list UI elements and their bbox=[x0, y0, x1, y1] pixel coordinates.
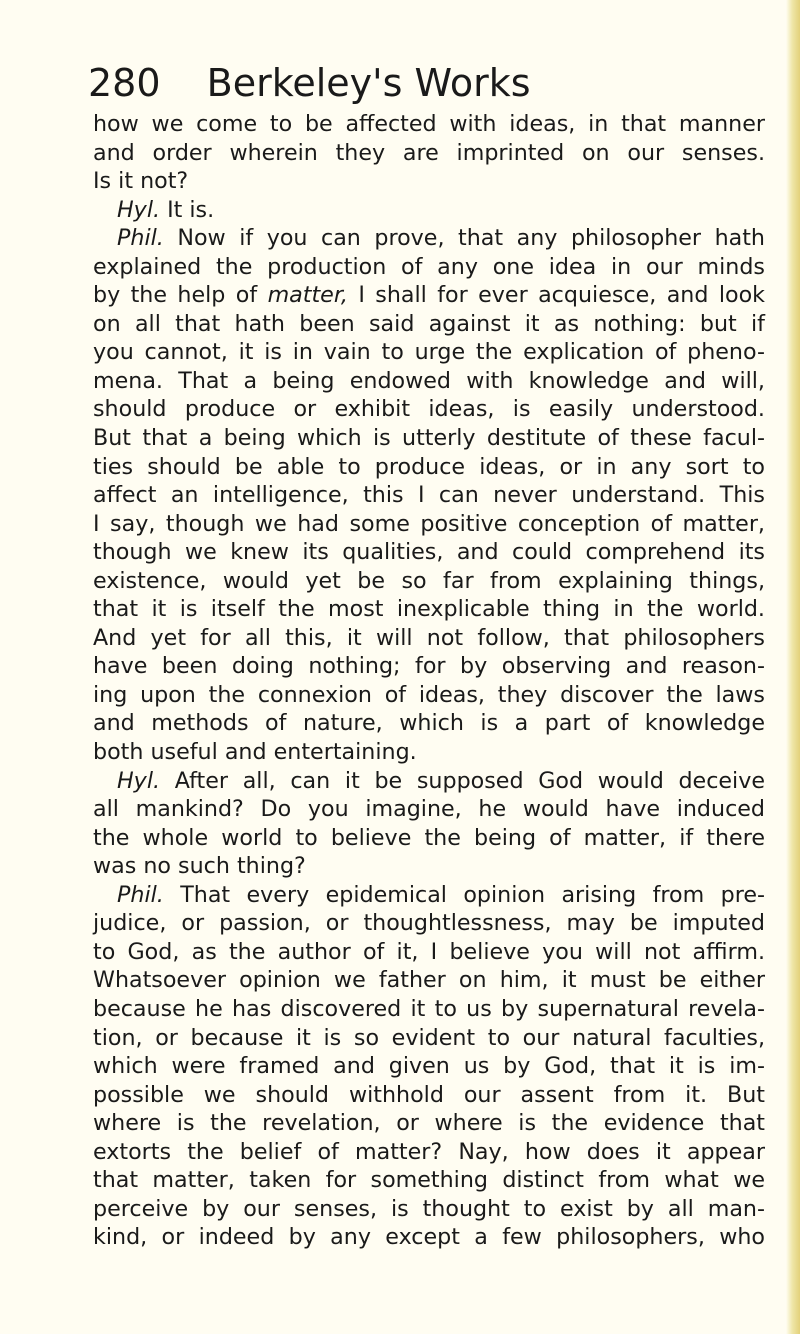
line-text: possible we should withhold our assent from it. But bbox=[93, 1081, 765, 1108]
line-text: That every epidemical opinion arising from pre- bbox=[163, 881, 765, 908]
speaker-name: Hyl. bbox=[117, 196, 161, 223]
line-text: existence, would yet be so far from explaining things, bbox=[93, 567, 765, 594]
line-text: and methods of nature, which is a part of knowledge bbox=[93, 710, 765, 737]
text-line bbox=[93, 824, 765, 853]
line-text: to God, as the author of it, I believe you will not affirm. bbox=[93, 938, 765, 965]
text-line bbox=[93, 966, 765, 995]
line-text: I say, though we had some positive conception of matter, bbox=[93, 510, 765, 537]
text-line bbox=[93, 767, 765, 796]
line-text: affect an intelligence, this I can never understand. This bbox=[93, 482, 765, 509]
emphasized-word: matter, bbox=[267, 282, 348, 309]
line-text: all mankind? Do you imagine, he would have induced bbox=[93, 796, 765, 823]
line-text: that it is itself the most inexplicable thing in the world. bbox=[93, 596, 765, 623]
text-line bbox=[93, 481, 765, 510]
text-line bbox=[93, 624, 765, 653]
line-text: tion, or because it is so evident to our natural faculties, bbox=[93, 1024, 765, 1051]
speaker-name: Phil. bbox=[117, 225, 164, 252]
line-text: on all that hath been said against it as nothing: but if bbox=[93, 310, 765, 337]
line-text: which were framed and given us by God, that it is im- bbox=[93, 1053, 765, 1080]
line-text: have been doing nothing; for by observing and reason- bbox=[93, 653, 765, 680]
text-line bbox=[93, 881, 765, 910]
line-text: kind, or indeed by any except a few philosophers, who bbox=[93, 1224, 765, 1251]
line-text: But that a being which is utterly destitute of these facul- bbox=[93, 425, 765, 452]
line-text: ing upon the connexion of ideas, they discover the laws bbox=[93, 681, 765, 708]
line-text: you cannot, it is in vain to urge the explication of pheno- bbox=[93, 339, 765, 366]
text-line bbox=[93, 1024, 765, 1053]
text-line bbox=[93, 1109, 765, 1138]
line-text: Whatsoever opinion we father on him, it must be either bbox=[93, 967, 765, 994]
line-text: And yet for all this, it will not follow, that philosophers bbox=[93, 624, 765, 651]
text-line bbox=[93, 1081, 765, 1110]
text-line bbox=[93, 167, 765, 196]
text-line bbox=[93, 196, 765, 225]
text-line bbox=[93, 1138, 765, 1167]
line-text: how we come to be affected with ideas, in that manner bbox=[93, 111, 765, 137]
text-line bbox=[93, 453, 765, 482]
text-line bbox=[93, 652, 765, 681]
running-title: Berkeley's Works bbox=[206, 61, 531, 105]
line-text: the whole world to believe the being of matter, if there bbox=[93, 824, 765, 851]
line-text: because he has discovered it to us by supernatural revela- bbox=[93, 995, 765, 1022]
text-line bbox=[93, 1052, 765, 1081]
text-line bbox=[93, 738, 765, 767]
text-line bbox=[93, 367, 765, 396]
text-line bbox=[93, 424, 765, 453]
text-line bbox=[93, 938, 765, 967]
line-text: and order wherein they are imprinted on our senses. bbox=[93, 139, 765, 166]
page-header bbox=[88, 58, 588, 108]
text-line bbox=[93, 909, 765, 938]
page-edge bbox=[786, 0, 800, 1334]
line-text: where is the revelation, or where is the evidence that bbox=[93, 1110, 765, 1137]
text-line bbox=[93, 567, 765, 596]
line-text: both useful and entertaining. bbox=[93, 739, 417, 766]
text-line bbox=[93, 595, 765, 624]
line-text: Now if you can prove, that any philosopher hath bbox=[163, 225, 765, 252]
text-line bbox=[93, 795, 765, 824]
text-line bbox=[93, 224, 765, 253]
line-text: judice, or passion, or thoughtlessness, may be imputed bbox=[93, 910, 765, 937]
text-line bbox=[93, 681, 765, 710]
text-line bbox=[93, 709, 765, 738]
text-line bbox=[93, 253, 765, 282]
page-number: 280 bbox=[88, 61, 161, 105]
text-line bbox=[93, 538, 765, 567]
line-text: by the help of bbox=[93, 282, 268, 309]
text-line bbox=[93, 1166, 765, 1195]
text-line bbox=[93, 995, 765, 1024]
line-text: though we knew its qualities, and could comprehend its bbox=[93, 539, 765, 566]
line-text: explained the production of any one idea in our minds bbox=[93, 253, 765, 280]
text-line bbox=[93, 139, 765, 168]
speaker-name: Phil. bbox=[117, 881, 164, 908]
text-line bbox=[93, 281, 765, 310]
line-text: mena. That a being endowed with knowledge and will, bbox=[93, 367, 765, 394]
speaker-name: Hyl. bbox=[117, 767, 161, 794]
line-text: Is it not? bbox=[93, 168, 189, 195]
line-text: that matter, taken for something distinct from what we bbox=[93, 1167, 765, 1194]
text-line bbox=[93, 852, 765, 881]
text-line bbox=[93, 110, 765, 139]
text-line bbox=[93, 1195, 765, 1224]
line-text: After all, can it be supposed God would deceive bbox=[160, 767, 765, 794]
text-line bbox=[93, 338, 765, 367]
line-text-continued: I shall for ever acquiesce, and look bbox=[347, 282, 765, 309]
line-text: was no such thing? bbox=[93, 853, 306, 880]
line-text: should produce or exhibit ideas, is easily understood. bbox=[93, 396, 765, 423]
line-text: ties should be able to produce ideas, or in any sort to bbox=[93, 453, 765, 480]
line-text: extorts the belief of matter? Nay, how does it appear bbox=[93, 1138, 765, 1165]
text-line bbox=[93, 310, 765, 339]
text-line bbox=[93, 510, 765, 539]
text-line bbox=[93, 1223, 765, 1252]
line-text: It is. bbox=[160, 196, 215, 223]
text-line bbox=[93, 395, 765, 424]
line-text: perceive by our senses, is thought to exist by all man- bbox=[93, 1195, 765, 1222]
body-text bbox=[93, 110, 765, 1252]
